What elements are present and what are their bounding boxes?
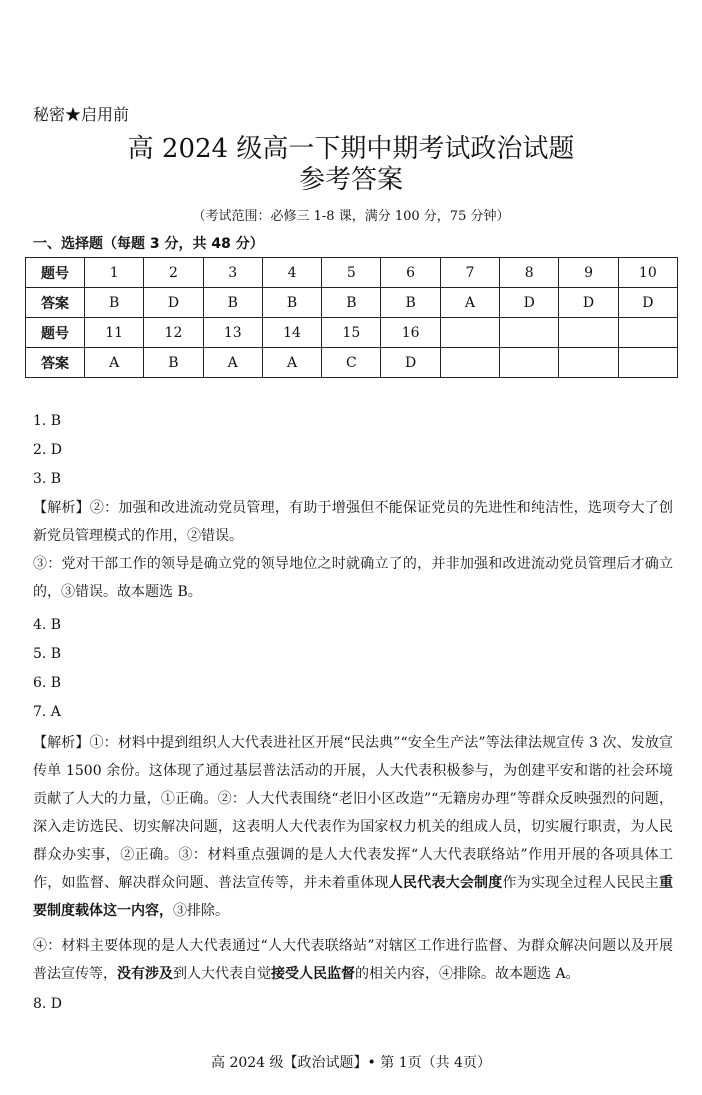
answer-cell: B bbox=[262, 288, 321, 318]
explanation-text: ④：材料主要体现的是人大代表通过“人大代表联络站”对辖区工作进行监督、为群众解决问题以及开展普法宣传等， bbox=[33, 938, 673, 982]
confidential-label: 秘密★启用前 bbox=[33, 105, 130, 124]
explanation-text: 到人大代表自觉 bbox=[173, 966, 271, 982]
empty-cell bbox=[618, 348, 677, 378]
answer-cell: A bbox=[85, 348, 144, 378]
emphasis-text: 没有涉及 bbox=[117, 966, 173, 982]
question-number: 4 bbox=[262, 258, 321, 288]
emphasis-text: 接受人民监督 bbox=[271, 966, 355, 982]
exam-subtitle: 参考答案 bbox=[298, 165, 403, 195]
answer-cell: D bbox=[381, 348, 440, 378]
explanation-text: ③排除。 bbox=[173, 903, 229, 919]
empty-cell bbox=[500, 318, 559, 348]
row-label: 题号 bbox=[26, 318, 85, 348]
question-number: 11 bbox=[85, 318, 144, 348]
empty-cell bbox=[559, 318, 618, 348]
answer-cell: B bbox=[381, 288, 440, 318]
question-number: 2 bbox=[144, 258, 203, 288]
empty-cell bbox=[440, 348, 499, 378]
question-number: 5 bbox=[322, 258, 381, 288]
question-number: 13 bbox=[203, 318, 262, 348]
answer-table bbox=[25, 257, 678, 378]
table-row bbox=[26, 258, 678, 288]
answer-cell: B bbox=[203, 288, 262, 318]
question-number: 12 bbox=[144, 318, 203, 348]
row-label: 题号 bbox=[26, 258, 85, 288]
question-number: 14 bbox=[262, 318, 321, 348]
explanation-text: 【解析】①：材料中提到组织人大代表进社区开展“民法典”“安全生产法”等法律法规宣传 3 次、发放宣传单 1500 余份。这体现了通过基层普法活动的开展，人大代表积极参与，为创建平安和谐的社会环境贡献了人大的力量，①正确。②：人大代表围绕“老旧小区改造”“无籍房办理”等群众反映强烈的问题，深入走访选民、切实解决问题，这表明人大代表作为国家权力机关的组成人员，切实履行职责，为人民群众办实事，②正确。③：材料重点强调的是人大代表发挥“人大代表联络站”作用开展的各项具体工作，如监督、解决群众问题、普法宣传等，并未着重体现 bbox=[33, 735, 673, 891]
answer-cell: D bbox=[144, 288, 203, 318]
question-number: 15 bbox=[322, 318, 381, 348]
answer-5: 5. B bbox=[33, 646, 62, 662]
exam-title: 高 2024 级高一下期中期考试政治试题 bbox=[127, 134, 575, 164]
answer-cell: A bbox=[440, 288, 499, 318]
answer-cell: D bbox=[559, 288, 618, 318]
explanation-7a bbox=[33, 729, 673, 925]
empty-cell bbox=[559, 348, 618, 378]
empty-cell bbox=[440, 318, 499, 348]
table-row bbox=[26, 318, 678, 348]
explanation-text: 作为实现全过程人民民主 bbox=[502, 875, 660, 891]
question-number: 1 bbox=[85, 258, 144, 288]
answer-2: 2. D bbox=[33, 442, 63, 458]
answer-1: 1. B bbox=[33, 413, 62, 429]
answer-cell: A bbox=[203, 348, 262, 378]
question-number: 16 bbox=[381, 318, 440, 348]
answer-cell: D bbox=[618, 288, 677, 318]
exam-range: （考试范围：必修三 1-8 课，满分 100 分，75 分钟） bbox=[192, 209, 510, 224]
explanation-7b bbox=[33, 932, 673, 988]
section-title: 一、选择题（每题 3 分，共 48 分） bbox=[33, 236, 264, 252]
explanation-3b: ③：党对干部工作的领导是确立党的领导地位之时就确立了的，并非加强和改进流动党员管理后才确立的，③错误。故本题选 B。 bbox=[33, 556, 673, 600]
question-number: 8 bbox=[500, 258, 559, 288]
answer-7: 7. A bbox=[33, 704, 61, 720]
question-number: 10 bbox=[618, 258, 677, 288]
emphasis-text: 重要制度载体这一内容， bbox=[33, 875, 674, 919]
row-label: 答案 bbox=[26, 348, 85, 378]
answer-cell: B bbox=[144, 348, 203, 378]
answer-8: 8. D bbox=[33, 996, 63, 1012]
question-number: 9 bbox=[559, 258, 618, 288]
empty-cell bbox=[500, 348, 559, 378]
question-number: 7 bbox=[440, 258, 499, 288]
emphasis-text: 人民代表大会制度 bbox=[388, 875, 503, 891]
answer-cell: B bbox=[85, 288, 144, 318]
answer-cell: D bbox=[500, 288, 559, 318]
empty-cell bbox=[618, 318, 677, 348]
row-label: 答案 bbox=[26, 288, 85, 318]
page-footer: 高 2024 级【政治试题】• 第 1页（共 4页） bbox=[211, 1055, 491, 1071]
answer-4: 4. B bbox=[33, 617, 62, 633]
explanation-3a: 【解析】②：加强和改进流动党员管理，有助于增强但不能保证党员的先进性和纯洁性，选项夸大了创新党员管理模式的作用，②错误。 bbox=[33, 500, 673, 544]
table-row bbox=[26, 348, 678, 378]
answer-cell: C bbox=[322, 348, 381, 378]
question-number: 3 bbox=[203, 258, 262, 288]
answer-3: 3. B bbox=[33, 471, 62, 487]
answer-cell: B bbox=[322, 288, 381, 318]
explanation-text: 的相关内容，④排除。故本题选 A。 bbox=[355, 966, 580, 982]
answer-cell: A bbox=[262, 348, 321, 378]
answer-6: 6. B bbox=[33, 675, 62, 691]
question-number: 6 bbox=[381, 258, 440, 288]
table-row bbox=[26, 288, 678, 318]
